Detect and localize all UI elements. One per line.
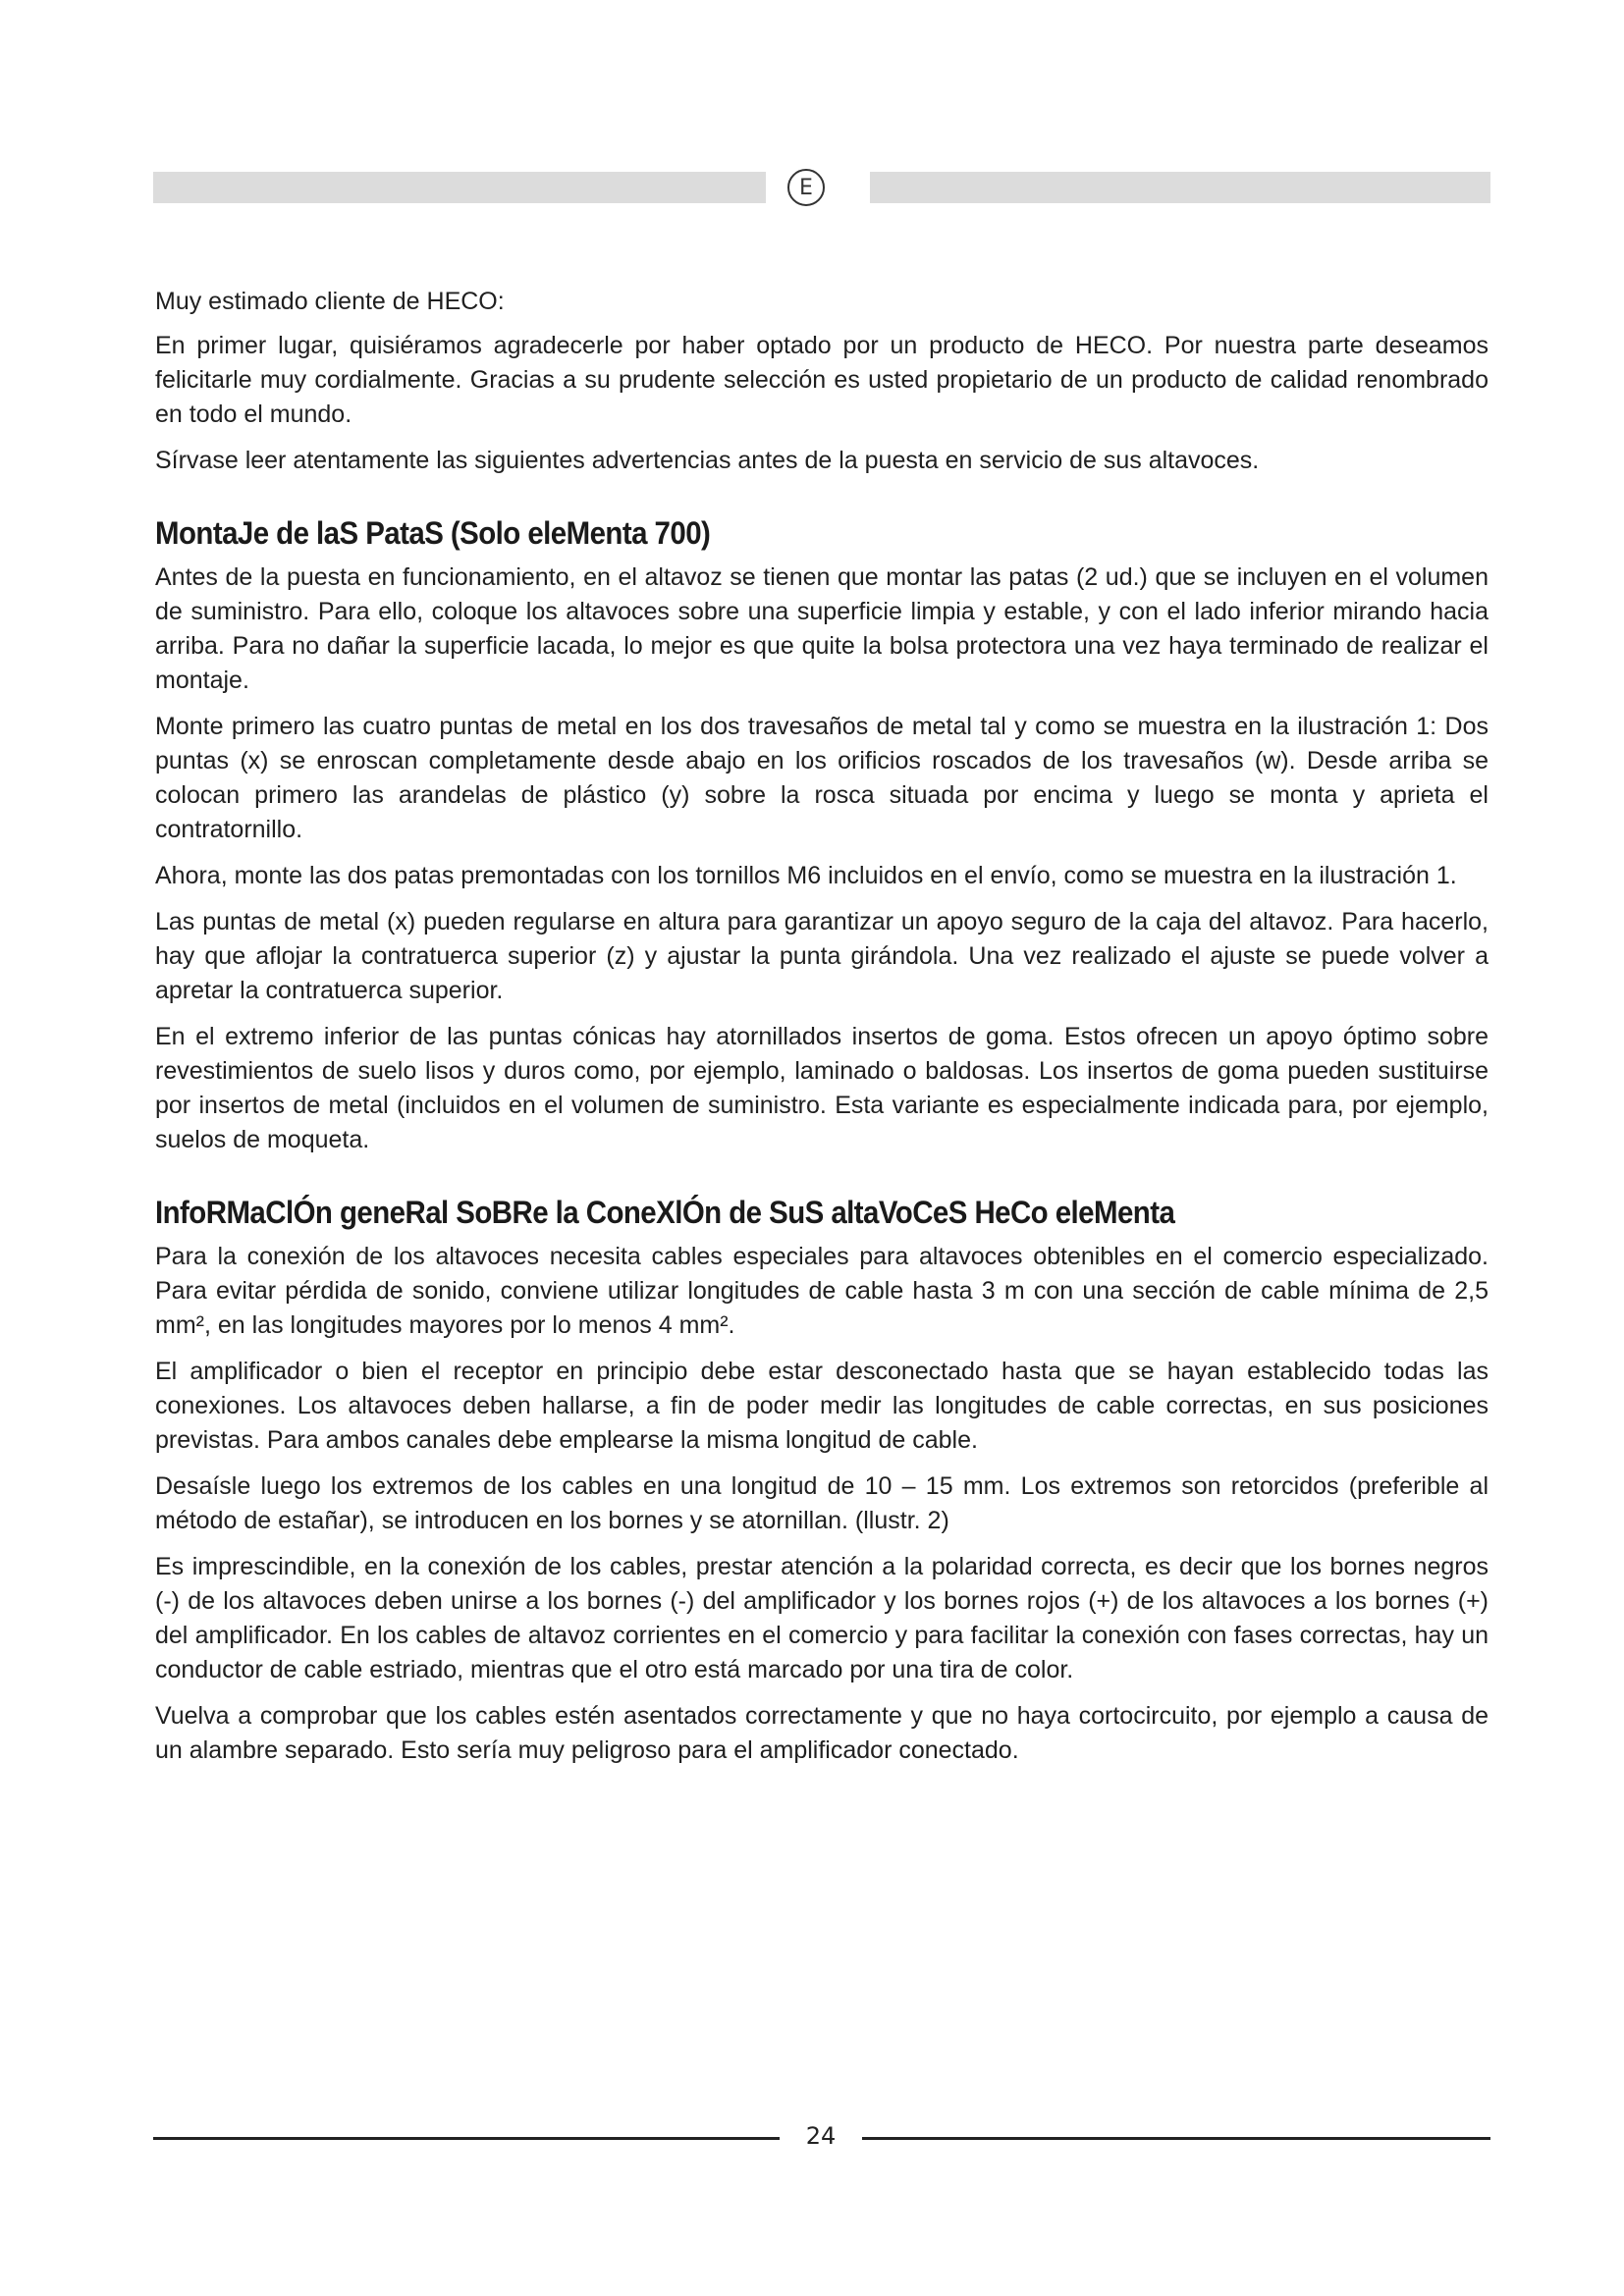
connection-paragraph: Es imprescindible, en la conexión de los cables, prestar atención a la polaridad correcta, es decir que los bornes negros (-) de los altavoces deben unirse a los bornes (-) del amplificador y los bornes rojos (+) de los altavoces a los bornes (+) del amplificador. En los cables de altavoz corrientes en el comercio y para facilitar la conexión con fases correctas, hay un conductor de cable estriado, mientras que el otro está marcado por una tira de color. [155, 1553, 1489, 1683]
footer-rule-left [153, 2137, 780, 2140]
connection-paragraph: El amplificador o bien el receptor en principio debe estar desconectado hasta que se hayan establecido todas las conexiones. Los altavoces deben hallarse, a fin de poder medir las longitudes de cable correctas, en sus posiciones previstas. Para ambos canales debe emplearse la misma longitud de cable. [155, 1358, 1489, 1454]
legs-paragraph: En el extremo inferior de las puntas cónicas hay atornillados insertos de goma. Estos ofrecen un apoyo óptimo sobre revestimientos de suelo lisos y duros como, por ejemplo, laminado o baldosas. Los insertos de goma pueden sustituirse por insertos de metal (incluidos en el volumen de suministro. Esta variante es especialmente indicada para, por ejemplo, suelos de moqueta. [155, 1023, 1489, 1153]
section-heading-legs: MontaJe de laS PataS (Solo eleMenta 700) [155, 515, 711, 551]
section-heading-connection: InfoRMaClÓn geneRal SoBRe la ConeXlÓn de SuS altaVoCeS HeCo eleMenta [155, 1195, 1175, 1230]
header-bar-left [153, 172, 766, 203]
connection-paragraph: Desaísle luego los extremos de los cables en una longitud de 10 – 15 mm. Los extremos son retorcidos (preferible al método de estañar), se introducen en los bornes y se atornillan. (llustr. 2) [155, 1472, 1489, 1534]
language-badge: E [787, 169, 825, 206]
legs-paragraph: Antes de la puesta en funcionamiento, en el altavoz se tienen que montar las patas (2 ud.) que se incluyen en el volumen de suministro. Para ello, coloque los altavoces sobre una superficie limpia y estable, y con el lado inferior mirando hacia arriba. Para no dañar la superficie lacada, lo mejor es que quite la bolsa protectora una vez haya terminado de realizar el montaje. [155, 563, 1489, 694]
page-content [155, 285, 1489, 1780]
page-number: 24 [805, 2122, 837, 2150]
header-bar-right [870, 172, 1490, 203]
greeting: Muy estimado cliente de HECO: [155, 288, 505, 315]
intro-paragraph: En primer lugar, quisiéramos agradecerle por haber optado por un producto de HECO. Por nuestra parte deseamos felicitarle muy cordialmente. Gracias a su prudente selección es usted propietario de un producto de calidad renombrado en todo el mundo. [155, 332, 1489, 428]
connection-paragraph: Para la conexión de los altavoces necesita cables especiales para altavoces obtenibles en el comercio especializado. Para evitar pérdida de sonido, conviene utilizar longitudes de cable hasta 3 m con una sección de cable mínima de 2,5 mm², en las longitudes mayores por lo menos 4 mm². [155, 1243, 1489, 1339]
footer-rule-right [862, 2137, 1490, 2140]
legs-paragraph: Ahora, monte las dos patas premontadas con los tornillos M6 incluidos en el envío, como se muestra en la ilustración 1. [155, 862, 1457, 889]
intro-paragraph: Sírvase leer atentamente las siguientes advertencias antes de la puesta en servicio de sus altavoces. [155, 447, 1260, 474]
connection-paragraph: Vuelva a comprobar que los cables estén asentados correctamente y que no haya cortocircuito, por ejemplo a causa de un alambre separado. Esto sería muy peligroso para el amplificador conectado. [155, 1702, 1489, 1764]
legs-paragraph: Las puntas de metal (x) pueden regularse en altura para garantizar un apoyo seguro de la caja del altavoz. Para hacerlo, hay que aflojar la contratuerca superior (z) y ajustar la punta girándola. Una vez realizado el ajuste se puede volver a apretar la contratuerca superior. [155, 908, 1489, 1004]
legs-paragraph: Monte primero las cuatro puntas de metal en los dos travesaños de metal tal y como se muestra en la ilustración 1: Dos puntas (x) se enroscan completamente desde abajo en los orificios roscados de los travesaños (w). Desde arriba se colocan primero las arandelas de plástico (y) sobre la rosca situada por encima y luego se monta y aprieta el contratornillo. [155, 713, 1489, 843]
